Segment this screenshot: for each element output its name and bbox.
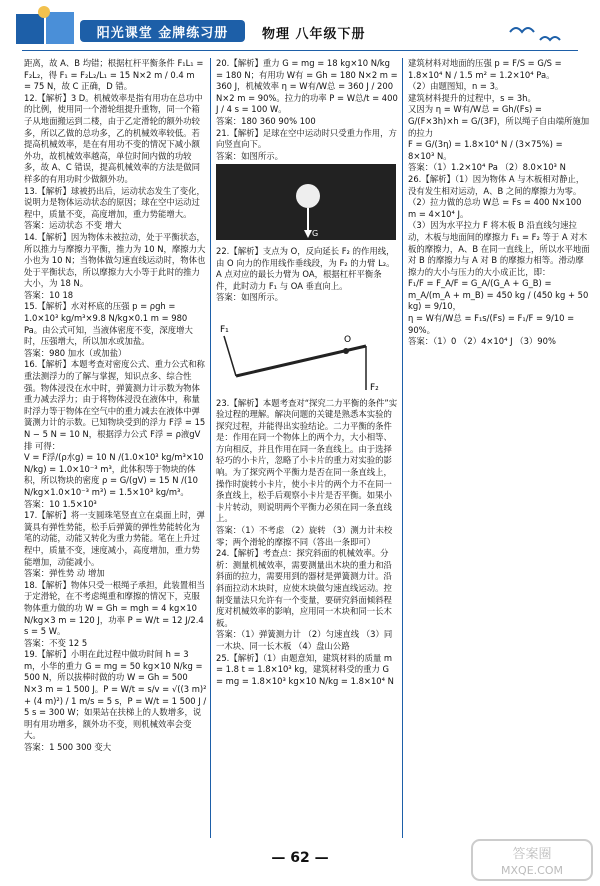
column-paragraph: 17.【解析】将一支圆珠笔竖直立在桌面上时，弹簧具有弹性势能，松手后弹簧的弹性势能转化为笔的动能，动能又转化为重力势能。笔在上升过程中，质量不变，速度减小，高度增加，重力势能增加，动能减小。: [24, 510, 205, 567]
column-paragraph: 距离，故 A、B 均错；根据杠杆平衡条件 F₁L₁ = F₂L₂，得 F₁ = F₂L₂/L₁ = 15 N×2 m / 0.4 m: [24, 58, 204, 80]
birds-icon: [500, 18, 570, 48]
column-paragraph: 答案：弹性势 动 增加: [24, 568, 105, 579]
column-paragraph: 建筑材料对地面的压强 p = F/S = G/S = 1.8×10⁴ N / 1.5 m² = 1.2×10⁴ Pa。: [408, 58, 562, 80]
svg-text:G: G: [312, 229, 319, 239]
column-paragraph: 答案：（1）弹簧测力计 （2）匀速直线 （3）同一木块、同一长木板 （4）盘山公路: [216, 629, 393, 651]
column-paragraph: （2）拉力做的总功 W总 = Fs = 400 N×100 m = 4×10⁴ J。: [408, 197, 582, 219]
column-paragraph: 答案：（1）不考虑 （2）旋转 （3）测力计未校零；两个滑轮的摩擦不同（答出一条即可）: [216, 525, 393, 547]
svg-text:MXQE.COM: MXQE.COM: [501, 864, 563, 877]
column-left: [24, 58, 207, 754]
watermark-logo: [470, 838, 594, 882]
column-paragraph: η = W有/W总 = F₁s/(Fs) = F₁/F = 9/10 = 90%。: [408, 313, 575, 335]
column-divider: [402, 58, 403, 838]
column-paragraph: 答案：不变 12 5: [24, 637, 88, 648]
svg-text:O: O: [344, 334, 352, 345]
page-number: — 62 —: [271, 850, 329, 866]
column-paragraph: F = G/(3η) = 1.8×10⁴ N / (3×75%) = 8×10³ N。: [408, 139, 563, 161]
column-paragraph: 又因为 η = W有/W总 = Gh/(Fs) = G/(F×3h)×h = G/(3F)，所以绳子自由端所施加的拉力: [408, 104, 590, 138]
football-photo: [216, 162, 398, 246]
svg-text:答案圈: 答案圈: [512, 847, 552, 862]
column-paragraph: = 75 N，故 C 正确，D 错。: [24, 81, 133, 92]
column-paragraph: F₁/F = F_A/F = G_A/(G_A + G_B) = m_A/(m_A + m_B) = 450 kg / (450 kg + 50 kg) = 9/10，: [408, 278, 589, 312]
column-paragraph: 答案：如图所示。: [216, 150, 283, 161]
column-paragraph: 25.【解析】（1）由题意知，建筑材料的质量 m = 1.8 t = 1.8×10³ kg，建筑材料受的重力 G = mg = 1.8×10³ kg×10 N/kg = 1.8×10⁴ N: [216, 652, 394, 686]
column-paragraph: 答案：运动状态 不变 增大: [24, 220, 122, 231]
column-paragraph: 答案：980 加水（或加盐）: [24, 347, 127, 358]
column-paragraph: 19.【解析】小明在此过程中做功时间 h = 3 m，小华的重力 G = mg = 50 kg×10 N/kg = 500 N，所以拔棒时做的功 W = Gh = 500 N×3 m = 1 500 J。P = W/t = s/v = √((3 m)² + (4 m)²) / 1 m/s = 5 s，P = W/t = 1 500 J / 5 s = 300 W；如果站在扶梯上的人数增多，说明有用功增多，额外功不变，则机械效率会变大。: [24, 649, 207, 741]
column-paragraph: 20.【解析】重力 G = mg = 18 kg×10 N/kg = 180 N；有用功 W有 = Gh = 180 N×2 m = 360 J，机械效率 η = W有/W总 = 360 J / 200 N×2 m = 90%。拉力的功率 P = W总/t = 400 J / 4 s = 100 W。: [216, 58, 398, 115]
column-paragraph: 答案：10 18: [24, 289, 74, 300]
column-paragraph: 答案：10 1.5×10³: [24, 498, 97, 509]
svg-text:F₁: F₁: [220, 324, 229, 335]
book-mascot-icon: [10, 4, 80, 48]
lever-diagram: [216, 304, 398, 398]
column-divider: [210, 58, 211, 838]
column-paragraph: 22.【解析】支点为 O，反向延长 F₂ 的作用线，由 O 向力的作用线作垂线段，为 F₂ 的力臂 L₂。A 点对应的最长力臂为 OA，根据杠杆平衡条件，此时动力 F₁ 与 OA 垂直向上。: [216, 245, 395, 291]
column-paragraph: 12.【解析】3 D。机械效率是指有用功在总功中的比例，使用同一个滑轮组提升重物，同一个箱子从地面搬运到二楼，由于乙定滑轮的额外功较多，所以乙做的总功多，乙的机械效率较低。若提高机械效率，是在有用功不变的情况下减小额外功，故机械效率越高，单位时间内做的功较多，故 A、C 错误，提高机械效率的方法是做同样多的有用功时少做额外功。: [24, 92, 203, 184]
series-title: 阳光课堂 金牌练习册: [96, 25, 229, 41]
subject-title: 物理 八年级下册: [262, 27, 366, 42]
column-paragraph: 答案：（1）1.2×10⁴ Pa （2）8.0×10³ N: [408, 162, 566, 173]
svg-text:F₂: F₂: [370, 382, 379, 392]
column-paragraph: 答案：（1）0 （2）4×10⁴ J （3）90%: [408, 336, 556, 347]
column-paragraph: 建筑材料提升的过程中，s = 3h。: [408, 92, 536, 103]
column-paragraph: 26.【解析】（1）因为物体 A 与木板相对静止，没有发生相对运动，A、B 之间的摩擦力为零。: [408, 173, 585, 196]
column-paragraph: V = F浮/(ρ水g) = 10 N /(1.0×10³ kg/m³×10 N/kg) = 1.0×10⁻³ m³，此体积等于物块的体积，所以物块的密度 ρ = G/(gV) = 15 N /(10 N/kg×1.0×10⁻³ m³) = 1.5×10³ kg/m³。: [24, 452, 204, 497]
column-right: [408, 58, 590, 348]
column-paragraph: 14.【解析】因为物体未被拉动，处于平衡状态，所以推力与摩擦力平衡，推力为 10 N，摩擦力大小也为 10 N；当物体做匀速直线运动时，物体也处于平衡状态，所以摩擦力大小等于此时的推力大小，为 18 N。: [24, 231, 206, 289]
column-paragraph: 23.【解析】本题考查对“探究二力平衡的条件”实验过程的理解。解决问题的关键是熟悉本实验的探究过程，并能得出实验结论。二力平衡的条件是：作用在同一个物体上的两个力，大小相等、方向相反，并且作用在同一条直线上。由于选择轻巧的小卡片，忽略了小卡片的重力对实验的影响。为了探究两个平衡力是否在同一条直线上，操作时旋转小卡片，使小卡片的两个力不在同一条直线上，松手后观察小卡片是否平衡。如果小卡片转动，则说明两个平衡力必须在同一条直线上。: [216, 397, 398, 524]
column-paragraph: 18.【解析】物体只受一根绳子承担，此装置相当于定滑轮，在不考虑绳重和摩擦的情况下，克服物体重力做的功 W = Gh = mgh = 4 kg×10 N/kg×3 m = 120 J，功率 P = W/t = 12 J/2.4 s = 5 W。: [24, 579, 205, 637]
column-paragraph: （3）因为水平拉力 F 将木板 B 沿直线匀速拉动，木板与地面间的摩擦力 F₁ = F₂ 等于 A 对木板的摩擦力，A、B 在同一直线上，所以水平地面对 B 的摩擦力与 A 对 B 的摩擦力相等。滑动摩擦力的大小与压力的大小成正比，即：: [408, 220, 590, 277]
column-paragraph: （2）由题图知，n = 3。: [408, 81, 504, 92]
column-paragraph: 21.【解析】足球在空中运动时只受重力作用，方向竖直向下。: [216, 127, 397, 150]
header-rule: [22, 50, 578, 51]
column-paragraph: 答案：180 360 90% 100: [216, 115, 316, 126]
column-paragraph: 16.【解析】本题考查对密度公式、重力公式和称重法测浮力的了解与掌握，知识点多、综合性强。物体浸没在水中时，弹簧测力计示数为物体重力减去浮力；由于将物体浸没在液体中，称量时浮力等于物体在空气中的重力减去在液体中弹簧测力计的示数。已知物块受到的浮力 F浮 = 15 N − 5 N = 10 N，根据浮力公式 F浮 = ρ液gV排 可得：: [24, 359, 206, 451]
column-paragraph: 15.【解析】水对杯底的压强 p = ρgh = 1.0×10³ kg/m³×9.8 N/kg×0.1 m = 980 Pa。由公式可知，当液体密度不变，深度增大时，压强增大，所以加水或加盐。: [24, 301, 193, 347]
column-middle: [216, 58, 398, 687]
series-banner: [80, 20, 245, 42]
column-paragraph: 答案：1 500 300 变大: [24, 742, 112, 753]
column-paragraph: 13.【解析】球被扔出后，运动状态发生了变化，说明力是物体运动状态的原因；球在空中运动过程中，质量不变，高度增加，重力势能增大。: [24, 185, 205, 219]
column-paragraph: 24.【解析】考查点：探究斜面的机械效率。分析：测量机械效率，需要测量出木块的重力和沿斜面的拉力，需要用到的器材是弹簧测力计。沿斜面拉动木块时，应使木块做匀速直线运动。控制变量法只允许有一个变量，要研究斜面倾斜程度对机械效率的影响，应用同一木块和同一长木板。: [216, 548, 392, 628]
column-paragraph: 答案：如图所示。: [216, 292, 283, 303]
